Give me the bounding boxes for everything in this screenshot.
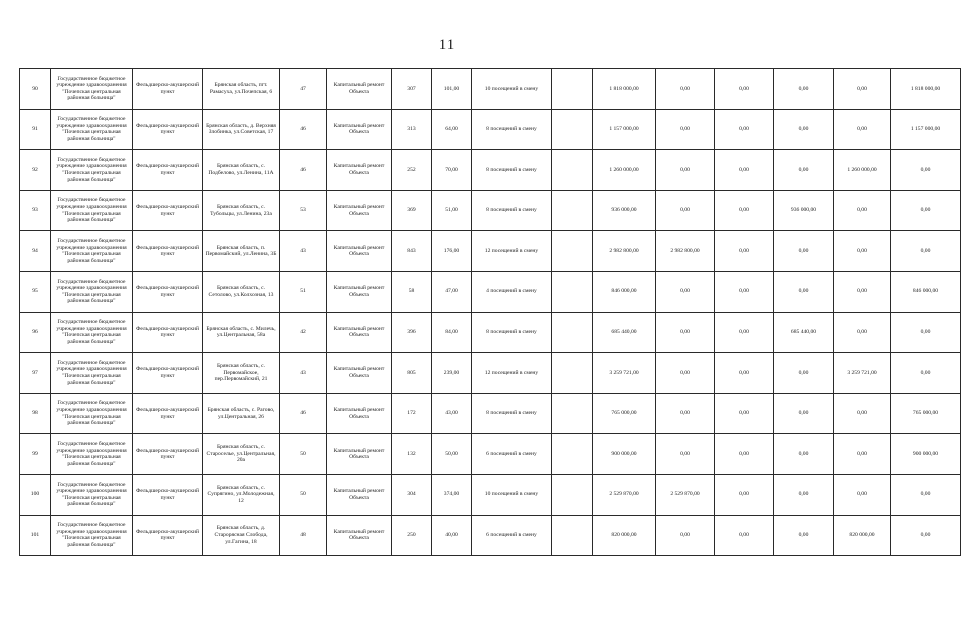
work-volume: 43,00 [432,393,472,434]
row-number: 91 [20,109,51,150]
cost-year-4: 0,00 [834,69,891,110]
cost-year-2: 0,00 [715,109,774,150]
table-row [20,69,961,110]
cost-year-1: 0,00 [656,190,715,231]
cost-year-4: 0,00 [834,474,891,515]
cost-year-2: 0,00 [715,190,774,231]
page-number: 11 [438,37,456,53]
facility-address: Брянская область, с. Староселье, ул.Центральная, 20а [203,434,280,475]
empty-cell [552,69,593,110]
facility-type: Фельдшерско-акушерский пункт [133,393,203,434]
empty-cell [552,353,593,394]
row-number: 92 [20,150,51,191]
facility-address: Брянская область, пгт. Рамасуха, ул.Почепская, 6 [203,69,280,110]
building-age: 48 [280,515,327,556]
cost-year-1: 0,00 [656,312,715,353]
empty-cell [552,190,593,231]
empty-cell [552,231,593,272]
facility-address: Брянская область, с. Подбелово, ул.Ленина, 11А [203,150,280,191]
work-volume: 84,00 [432,312,472,353]
facility-type: Фельдшерско-акушерский пункт [133,231,203,272]
total-cost: 2 529 870,00 [593,474,656,515]
organization-name: Государственное бюджетное учреждение здравоохранения "Почепская центральная районная больница" [51,271,133,312]
facility-capacity: 12 посещений в смену [472,231,552,272]
work-volume: 239,00 [432,353,472,394]
cost-year-3: 0,00 [774,434,834,475]
total-cost: 3 259 721,00 [593,353,656,394]
cost-year-2: 0,00 [715,515,774,556]
organization-name: Государственное бюджетное учреждение здравоохранения "Почепская центральная районная больница" [51,109,133,150]
row-number: 90 [20,69,51,110]
cost-year-1: 0,00 [656,515,715,556]
building-age: 46 [280,150,327,191]
facility-area: 307 [392,69,432,110]
facility-type: Фельдшерско-акушерский пункт [133,150,203,191]
empty-cell [552,474,593,515]
facility-area: 172 [392,393,432,434]
building-age: 50 [280,474,327,515]
facility-area: 369 [392,190,432,231]
facility-area: 252 [392,150,432,191]
facility-type: Фельдшерско-акушерский пункт [133,69,203,110]
facility-type: Фельдшерско-акушерский пункт [133,312,203,353]
work-type: Капитальный ремонт Объекта [327,312,392,353]
table-row [20,150,961,191]
work-type: Капитальный ремонт Объекта [327,393,392,434]
facility-area: 313 [392,109,432,150]
facility-address: Брянская область, д. Верхняя Злобинка, ул.Советская, 17 [203,109,280,150]
table-row [20,271,961,312]
cost-year-3: 0,00 [774,515,834,556]
building-age: 46 [280,109,327,150]
cost-year-3: 0,00 [774,353,834,394]
cost-year-3: 936 000,00 [774,190,834,231]
cost-year-2: 0,00 [715,434,774,475]
cost-year-5: 900 000,00 [891,434,961,475]
total-cost: 1 818 000,00 [593,69,656,110]
work-volume: 51,00 [432,190,472,231]
facility-area: 250 [392,515,432,556]
empty-cell [552,434,593,475]
facility-address: Брянская область, с. Милечь, ул.Центральная, 58а [203,312,280,353]
cost-year-2: 0,00 [715,393,774,434]
empty-cell [552,312,593,353]
total-cost: 765 000,00 [593,393,656,434]
organization-name: Государственное бюджетное учреждение здравоохранения "Почепская центральная районная больница" [51,393,133,434]
empty-cell [552,393,593,434]
table-row [20,312,961,353]
facility-capacity: 6 посещений в смену [472,434,552,475]
total-cost: 1 157 000,00 [593,109,656,150]
facility-area: 396 [392,312,432,353]
table-row [20,353,961,394]
table-row [20,515,961,556]
work-type: Капитальный ремонт Объекта [327,434,392,475]
facility-capacity: 10 посещений в смену [472,474,552,515]
cost-year-2: 0,00 [715,150,774,191]
facility-address: Брянская область, с. Супрягино, ул.Молодежная, 12 [203,474,280,515]
building-age: 53 [280,190,327,231]
facility-capacity: 10 посещений в смену [472,69,552,110]
cost-year-4: 0,00 [834,109,891,150]
work-volume: 64,00 [432,109,472,150]
cost-year-5: 0,00 [891,150,961,191]
building-age: 50 [280,434,327,475]
cost-year-1: 2 529 870,00 [656,474,715,515]
row-number: 93 [20,190,51,231]
work-type: Капитальный ремонт Объекта [327,353,392,394]
empty-cell [552,109,593,150]
facility-area: 304 [392,474,432,515]
facility-address: Брянская область, с. Сетолово, ул.Колхозная, 13 [203,271,280,312]
row-number: 96 [20,312,51,353]
facility-type: Фельдшерско-акушерский пункт [133,353,203,394]
cost-year-5: 765 000,00 [891,393,961,434]
cost-year-1: 0,00 [656,150,715,191]
cost-year-2: 0,00 [715,271,774,312]
facility-address: Брянская область, п. Первомайский, ул.Ленина, 3Б [203,231,280,272]
work-type: Капитальный ремонт Объекта [327,231,392,272]
cost-year-5: 0,00 [891,474,961,515]
row-number: 99 [20,434,51,475]
total-cost: 936 000,00 [593,190,656,231]
work-type: Капитальный ремонт Объекта [327,474,392,515]
facility-capacity: 4 посещений в смену [472,271,552,312]
total-cost: 900 000,00 [593,434,656,475]
cost-year-1: 0,00 [656,434,715,475]
facility-area: 843 [392,231,432,272]
facility-type: Фельдшерско-акушерский пункт [133,271,203,312]
facility-capacity: 8 посещений в смену [472,109,552,150]
organization-name: Государственное бюджетное учреждение здравоохранения "Почепская центральная районная больница" [51,190,133,231]
facility-address: Брянская область, д. Старорясная Слобода, ул.Гагина, 18 [203,515,280,556]
work-type: Капитальный ремонт Объекта [327,190,392,231]
cost-year-3: 685 440,00 [774,312,834,353]
cost-year-4: 0,00 [834,434,891,475]
cost-year-4: 1 260 000,00 [834,150,891,191]
cost-year-4: 820 000,00 [834,515,891,556]
cost-year-3: 0,00 [774,393,834,434]
cost-year-1: 2 982 800,00 [656,231,715,272]
table-row [20,190,961,231]
cost-year-4: 0,00 [834,312,891,353]
work-type: Капитальный ремонт Объекта [327,515,392,556]
work-type: Капитальный ремонт Объекта [327,271,392,312]
cost-year-5: 0,00 [891,190,961,231]
work-volume: 101,00 [432,69,472,110]
facility-address: Брянская область, с. Рагово, ул.Центральная, 26 [203,393,280,434]
facility-capacity: 8 посещений в смену [472,312,552,353]
cost-year-2: 0,00 [715,353,774,394]
facility-type: Фельдшерско-акушерский пункт [133,474,203,515]
facility-address: Брянская область, с. Первомайское, пер.Первомайский, 21 [203,353,280,394]
work-volume: 374,00 [432,474,472,515]
empty-cell [552,271,593,312]
cost-year-3: 0,00 [774,271,834,312]
cost-year-5: 1 157 000,00 [891,109,961,150]
work-volume: 40,00 [432,515,472,556]
table-row [20,434,961,475]
cost-year-5: 846 000,00 [891,271,961,312]
total-cost: 1 260 000,00 [593,150,656,191]
cost-year-4: 0,00 [834,190,891,231]
facility-area: 132 [392,434,432,475]
cost-year-4: 0,00 [834,271,891,312]
work-type: Капитальный ремонт Объекта [327,69,392,110]
organization-name: Государственное бюджетное учреждение здравоохранения "Почепская центральная районная больница" [51,69,133,110]
row-number: 95 [20,271,51,312]
total-cost: 685 440,00 [593,312,656,353]
cost-year-2: 0,00 [715,231,774,272]
cost-year-4: 0,00 [834,393,891,434]
work-type: Капитальный ремонт Объекта [327,150,392,191]
cost-year-5: 0,00 [891,515,961,556]
table-row [20,109,961,150]
cost-year-1: 0,00 [656,109,715,150]
work-volume: 70,00 [432,150,472,191]
empty-cell [552,515,593,556]
facility-capacity: 6 посещений в смену [472,515,552,556]
cost-year-3: 0,00 [774,231,834,272]
building-age: 43 [280,231,327,272]
work-type: Капитальный ремонт Объекта [327,109,392,150]
total-cost: 2 982 800,00 [593,231,656,272]
cost-year-4: 0,00 [834,231,891,272]
facility-capacity: 8 посещений в смену [472,150,552,191]
cost-year-5: 0,00 [891,231,961,272]
facility-type: Фельдшерско-акушерский пункт [133,190,203,231]
facility-capacity: 8 посещений в смену [472,393,552,434]
row-number: 101 [20,515,51,556]
cost-year-2: 0,00 [715,474,774,515]
cost-year-1: 0,00 [656,69,715,110]
organization-name: Государственное бюджетное учреждение здравоохранения "Почепская центральная районная больница" [51,515,133,556]
organization-name: Государственное бюджетное учреждение здравоохранения "Почепская центральная районная больница" [51,353,133,394]
facility-capacity: 8 посещений в смену [472,190,552,231]
facility-table [19,68,961,556]
facility-area: 805 [392,353,432,394]
organization-name: Государственное бюджетное учреждение здравоохранения "Почепская центральная районная больница" [51,434,133,475]
building-age: 46 [280,393,327,434]
organization-name: Государственное бюджетное учреждение здравоохранения "Почепская центральная районная больница" [51,312,133,353]
table-row [20,474,961,515]
cost-year-2: 0,00 [715,69,774,110]
cost-year-3: 0,00 [774,69,834,110]
table-body [20,69,961,556]
cost-year-5: 1 818 000,00 [891,69,961,110]
cost-year-3: 0,00 [774,109,834,150]
organization-name: Государственное бюджетное учреждение здравоохранения "Почепская центральная районная больница" [51,231,133,272]
cost-year-1: 0,00 [656,353,715,394]
row-number: 97 [20,353,51,394]
building-age: 51 [280,271,327,312]
facility-capacity: 12 посещений в смену [472,353,552,394]
cost-year-2: 0,00 [715,312,774,353]
total-cost: 820 000,00 [593,515,656,556]
table-row [20,231,961,272]
cost-year-5: 0,00 [891,312,961,353]
cost-year-5: 0,00 [891,353,961,394]
row-number: 94 [20,231,51,272]
organization-name: Государственное бюджетное учреждение здравоохранения "Почепская центральная районная больница" [51,474,133,515]
facility-type: Фельдшерско-акушерский пункт [133,515,203,556]
building-age: 47 [280,69,327,110]
facility-type: Фельдшерско-акушерский пункт [133,109,203,150]
row-number: 100 [20,474,51,515]
cost-year-1: 0,00 [656,393,715,434]
building-age: 42 [280,312,327,353]
cost-year-4: 3 259 721,00 [834,353,891,394]
facility-type: Фельдшерско-акушерский пункт [133,434,203,475]
facility-area: 58 [392,271,432,312]
facility-address: Брянская область, с. Тубольцы, ул.Ленина, 23а [203,190,280,231]
row-number: 98 [20,393,51,434]
table-row [20,393,961,434]
cost-year-3: 0,00 [774,474,834,515]
building-age: 43 [280,353,327,394]
total-cost: 846 000,00 [593,271,656,312]
empty-cell [552,150,593,191]
work-volume: 176,00 [432,231,472,272]
work-volume: 47,00 [432,271,472,312]
cost-year-1: 0,00 [656,271,715,312]
cost-year-3: 0,00 [774,150,834,191]
organization-name: Государственное бюджетное учреждение здравоохранения "Почепская центральная районная больница" [51,150,133,191]
work-volume: 50,00 [432,434,472,475]
